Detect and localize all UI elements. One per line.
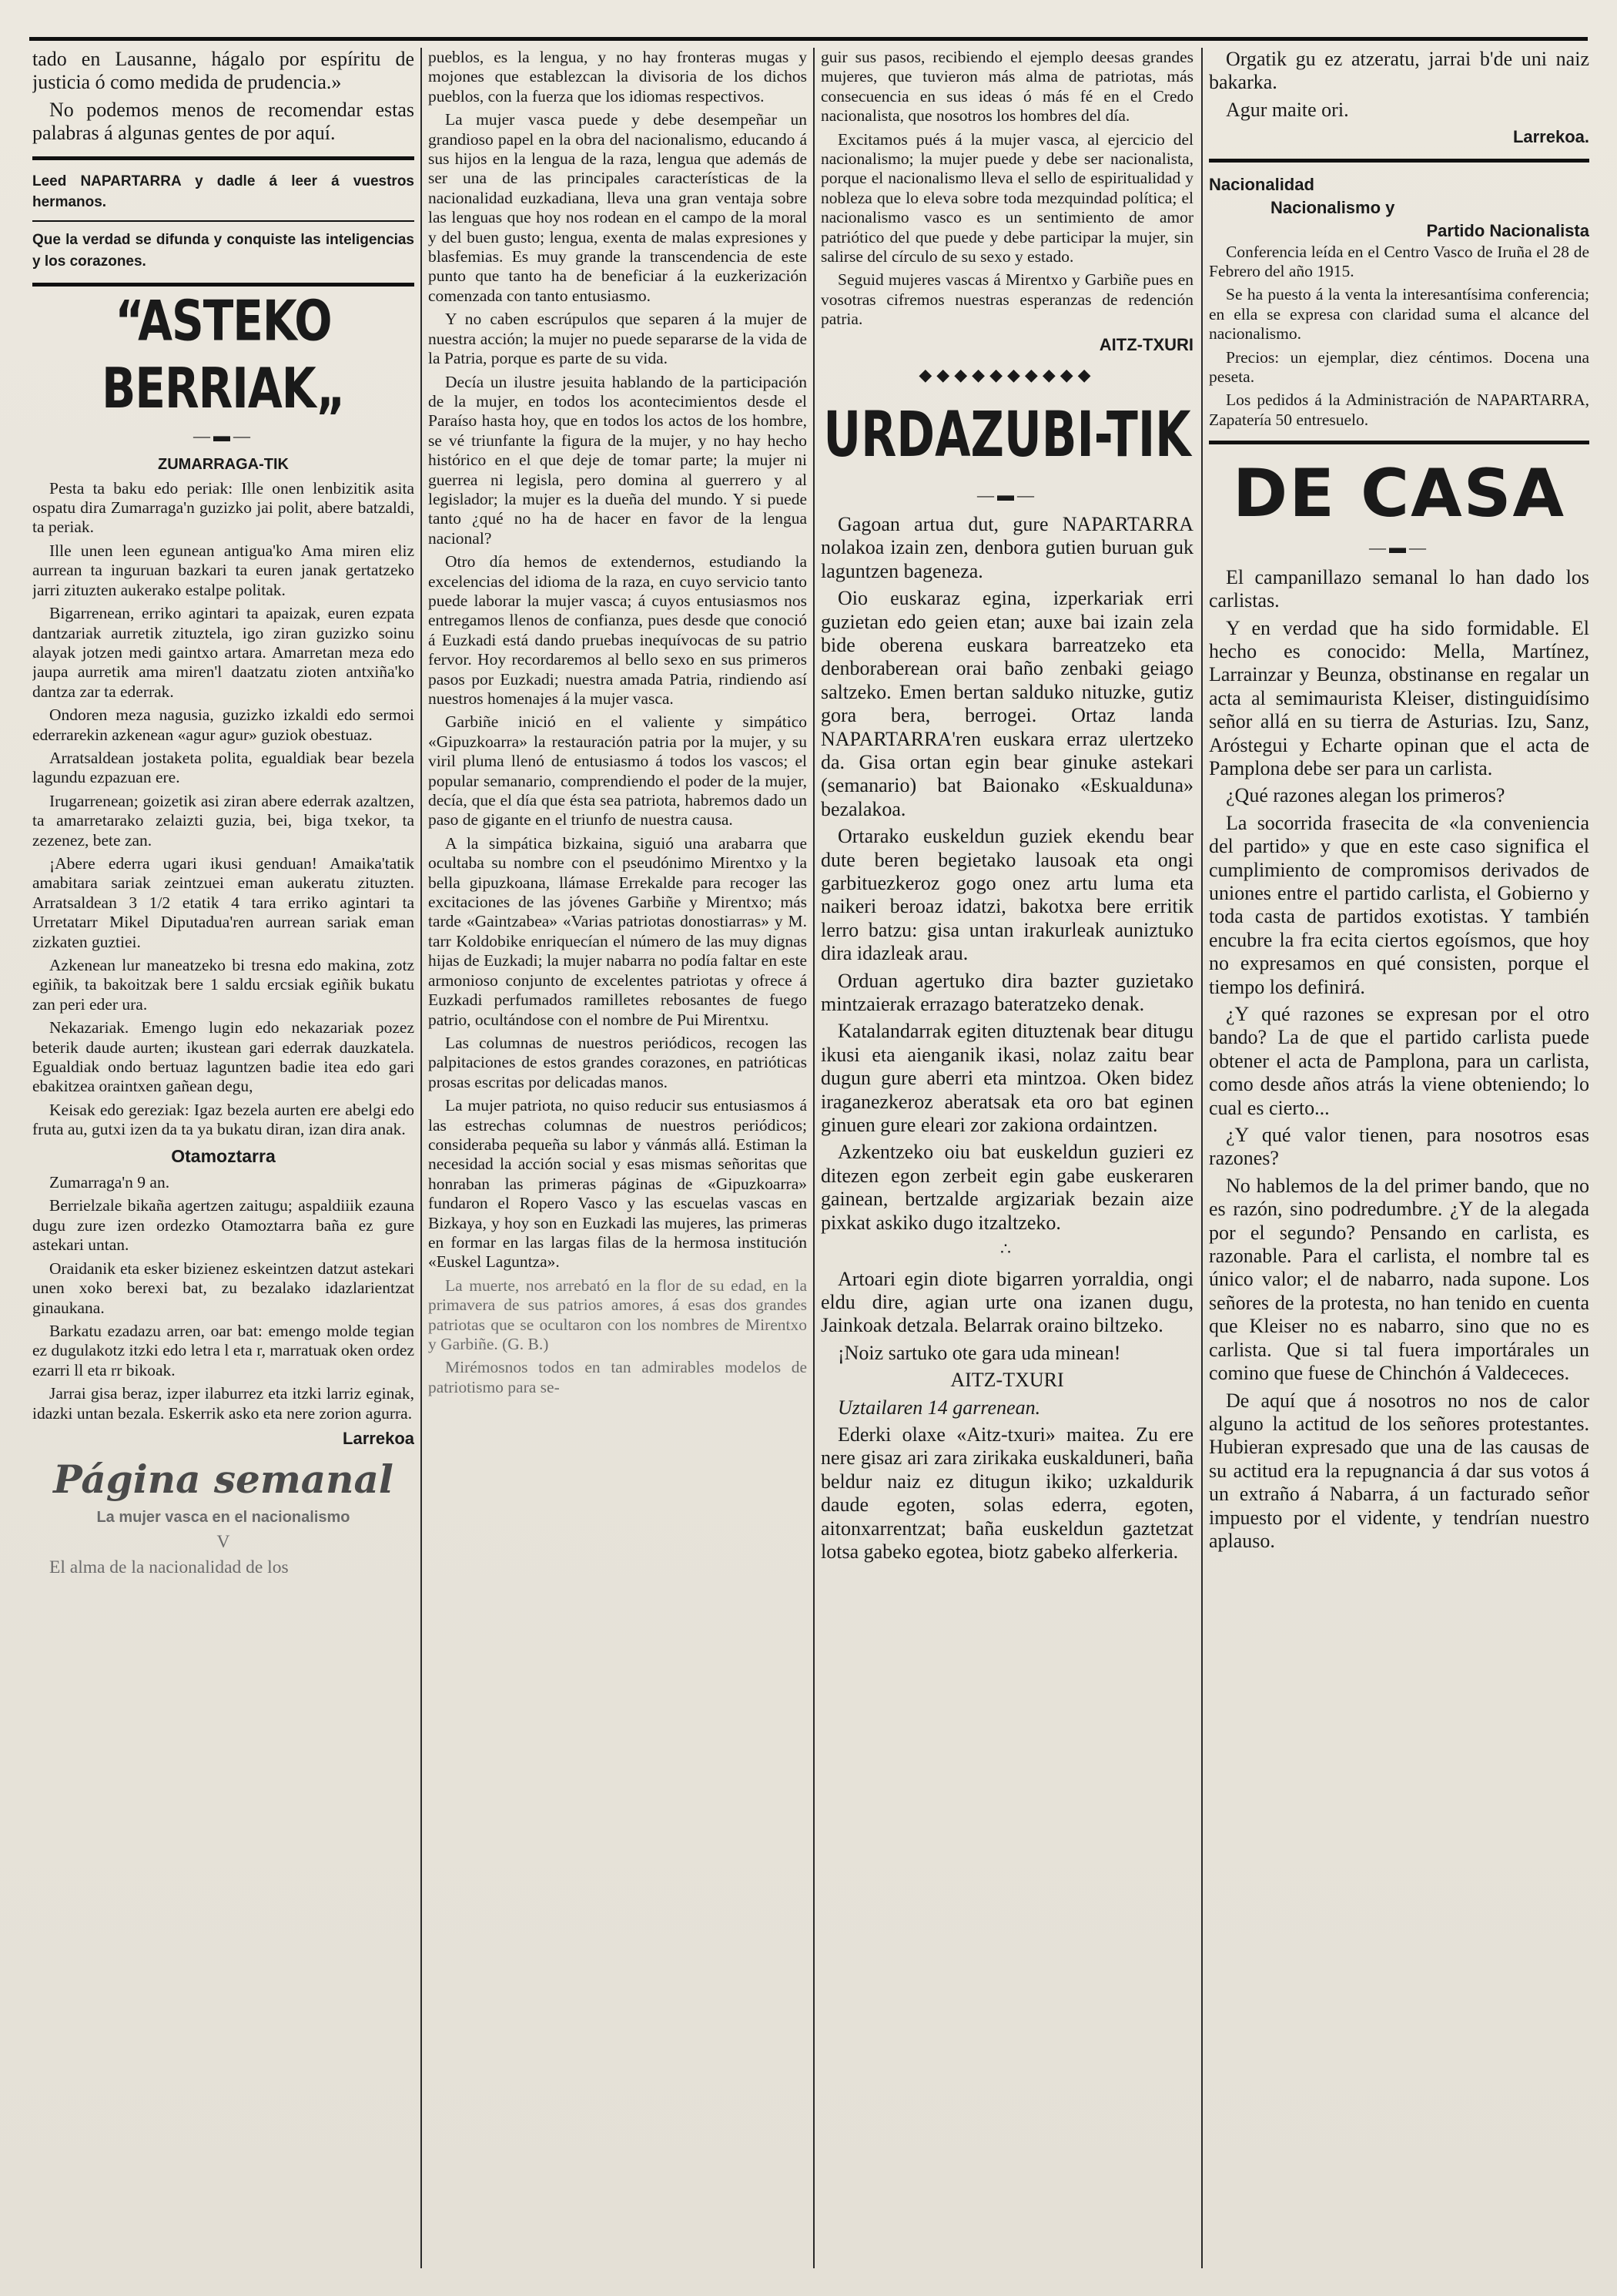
paragraph: Seguid mujeres vascas á Mirentxo y Garbiñe pues en vosotras cifremos nuestras esperanzas de redención patria. bbox=[821, 270, 1194, 329]
paragraph: Las columnas de nuestros periódicos, recogen las palpitaciones de estos grandes corazones, en patrióticas prosas escritas por delicadas manos. bbox=[428, 1033, 807, 1091]
paragraph: La socorrida frasecita de «la conveniencia del partido» y que en este caso significa el cumplimiento de compromisos derivados de uniones entre el partido carlista, el Gobierno y toda casta de partidos exotistas. Y también encubre la fra ecita ciertos egoísmos, que hoy no expresamos en qué consisten, porque el tiempo los definirá. bbox=[1209, 811, 1589, 998]
paragraph: Ondoren meza nagusia, guzizko izkaldi edo sermoi ederrarekin azkenean «agur agur» guziok obestuaz. bbox=[32, 706, 414, 744]
paragraph: Conferencia leída en el Centro Vasco de Iruña el 28 de Febrero del año 1915. bbox=[1209, 242, 1589, 281]
promo-line: Leed NAPARTARRA y dadle á leer á vuestros hermanos. bbox=[32, 173, 414, 211]
paragraph: Katalandarrak egiten dituztenak bear ditugu ikusi eta aienganik ikasi, nolaz zaitu bear dugun gure aberri eta mintzoa. Oken bidez iraganezkeroz aberatsak eta oro bat eginen ginuen gure eleari zor zakiona ordaintzen. bbox=[821, 1020, 1194, 1137]
paragraph: El alma de la nacionalidad de los bbox=[49, 1557, 289, 1577]
paragraph: Los pedidos á la Administración de NAPARTARRA, Zapatería 50 entresuelo. bbox=[1209, 390, 1589, 429]
promo-line: Que la verdad se difunda y conquiste las inteligencias y los corazones. bbox=[32, 232, 414, 270]
paragraph: ¿Qué razones alegan los primeros? bbox=[1226, 784, 1505, 807]
paragraph: Orduan agertuko dira bazter guzietako mintzaierak errazago bateratzeko denak. bbox=[821, 969, 1194, 1016]
dateline: Uztailaren 14 garrenean. bbox=[838, 1396, 1041, 1419]
paragraph: El campanillazo semanal lo han dado los carlistas. bbox=[1209, 565, 1589, 612]
paragraph: tado en Lausanne, hágalo por espíritu de justicia ó como medida de prudencia.» bbox=[32, 48, 414, 94]
column-3 bbox=[821, 48, 1194, 2273]
divider bbox=[32, 283, 414, 287]
paragraph: A la simpática bizkaina, siguió una arabarra que ocultaba su nombre con el pseudónimo Mirentxo y la bella gipuzkoana, llámase Errekalde para recoger las excitaciones de las jóvenes Garbiñe y Mirentxo; más tarde «Gaintzabea» «Varias patriotas donostiarras» y M. tarr Koldobike enriquecían el número de las muy dignas hijas de Euzkadi; la mujer nabarra no podía faltar en este armonioso conjunto de excelentes patriotas y ofrece á Euzkadi perfumados ramilletes rebosantes de fuego patrio, ocultándose con el nombre de Pui Mirentxu. bbox=[428, 833, 807, 1029]
lecture-title-3: Partido Nacionalista bbox=[1426, 220, 1589, 240]
paragraph: Barkatu ezadazu arren, oar bat: emengo molde tegian ez dugulakotz itzki edo letra l eta r, marratuak oken ordez ezarri ll eta rr bikoak. bbox=[32, 1321, 414, 1379]
paragraph: Keisak edo gereziak: Igaz bezela aurten ere abelgi edo fruta au, gutxi izen da ta ya bukatu diran, izan dira anak. bbox=[32, 1100, 414, 1139]
paragraph: Excitamos pués á la mujer vasca, al ejercicio del nacionalismo; la mujer puede y debe ser nacionalista, porque el nacionalismo lleva el sello de espiritualidad y nobleza que lo eleva sobre toda mezquindad política; el nacionalismo vasco es un sentimiento de amor patriótico del que puede y debe participar la mujer, sin salirse del círculo de su sexo y estado. bbox=[821, 129, 1194, 266]
divider bbox=[32, 156, 414, 160]
section-masthead: DE CASA bbox=[1232, 455, 1566, 533]
ornament: —▬— bbox=[193, 426, 253, 446]
paragraph: Ederki olaxe «Aitz-txuri» maitea. Zu ere nere gisaz ari zara zirikaka euskalduneri, baña beldur naiz ez ditugun ikiko; uzkaldurik daude egoten, solas ederra, egoten, aitonxarrentzat; baña euskeldun gaztetzat lotsa gabeko egotea, biotz gabeko alferkeria. bbox=[821, 1423, 1194, 1563]
paragraph: Mirémosnos todos en tan admirables modelos de patriotismo para se- bbox=[428, 1358, 807, 1396]
section-subheading: La mujer vasca en el nacionalismo bbox=[96, 1509, 350, 1527]
paragraph: No hablemos de la del primer bando, que no es razón, sino podredumbre. ¿Y de la alegada por el segundo? Pensando en carlista, es razonable. Para el carlista, el nombre tal es único valor; el de nabarro, nada supone. Los señores de la protesta, no han tenido en cuenta que Kleiser no es nabarro, sino que no es carlista. Que si tal fuera importárales un comino que fuese de Chinchón á Valdececes. bbox=[1209, 1174, 1589, 1385]
column-divider bbox=[1201, 48, 1203, 2268]
section-masthead: URDAZUBI-TIK bbox=[823, 398, 1191, 471]
signature: Otamoztarra bbox=[171, 1145, 276, 1166]
paragraph: Ortarako euskeldun guziek ekendu bear dute beren begietako lausoak eta ongi garbituezkeroz gogo onez artu luma eta naikeri beroaz idatzi, bakotxa bere erritik lerro batzu: gisa untan irakurleak auniztuko dira idazleak arau. bbox=[821, 825, 1194, 965]
dateline: Zumarraga'n 9 an. bbox=[49, 1173, 170, 1192]
lecture-title-2: Nacionalismo y bbox=[1270, 197, 1395, 217]
paragraph: Otro día hemos de extendernos, estudiando la excelencias del idioma de la raza, en cuyo servicio tanto puede laborar la mujer vasca; á cuyos entusiasmos nos entregamos llenos de confianza, pues desde que conoció á Euzkadi está dando pruebas inequívocas de su patrio fervor. Hoy recordaremos al bello sexo en sus primeros pasos por Euzkadi; nuestra amada Patria, rindiendo así nuestros homenajes á la mujer vasca. bbox=[428, 552, 807, 708]
paragraph: Y no caben escrúpulos que separen á la mujer de nuestra acción; la mujer no puede separarse de la vida de la Patria, porque es parte de su vida. bbox=[428, 310, 807, 368]
paragraph: Nekazariak. Emengo lugin edo nekazariak pozez beterik daude aurten; ikustean gari ederrak dauzkatela. Egualdiak ondo bertuaz laguntzen badie itea edo gari ebakitzea oraintxen gañean degu, bbox=[32, 1018, 414, 1096]
paragraph: Decía un ilustre jesuita hablando de la participación de la mujer, en todos los acontecimientos desde el Paraíso hasta hoy, que en todos los actos de los hombre, se vé triunfante la figura de la mujer, y no hay hecho histórico en el que deje de tomar parte; la mujer ni guerrea ni legisla, pero domina al guerrero y al legislador; la mujer es la dueña del mundo. Y si puede tanto ¿qué no ha de hacer en favor de la lengua nacional? bbox=[428, 372, 807, 548]
paragraph: Agur maite ori. bbox=[1226, 98, 1349, 121]
paragraph: Garbiñe inició en el valiente y simpático «Gipuzkoarra» la restauración patria por la mujer, y su viril pluma llenó de entusiasmo á todos los vascos; el popular semanario, comprendiendo el poder de la mujer, decía, que el día que ésta sea patriota, habremos dado un paso de gigante en el triunfo de nuestra causa. bbox=[428, 712, 807, 830]
lecture-notice bbox=[1209, 173, 1589, 431]
signature: AITZ-TXURI bbox=[1099, 334, 1194, 354]
ornament: —▬— bbox=[1369, 538, 1429, 558]
section-masthead: “ASTEKO BERRIAK„ bbox=[102, 288, 345, 421]
subheading: ZUMARRAGA-TIK bbox=[158, 455, 289, 473]
promo-box bbox=[32, 171, 414, 273]
signature: AITZ-TXURI bbox=[950, 1369, 1064, 1392]
signature: Larrekoa bbox=[343, 1428, 414, 1448]
column-divider bbox=[813, 48, 815, 2268]
paragraph: ¡Abere ederra ugari ikusi genduan! Amaika'tatik amabitara sariak zeintzuei eman aukeratu zituzten. Arratsaldean 3 1/2 etatik 4 tara erriko agintari ta Urretatarr Mikel Diputadua'ren aurrean sariak eman zizkaten guztiei. bbox=[32, 853, 414, 951]
paragraph: De aquí que á nosotros no nos de calor alguno la actitud de los señores protestantes. Hubieran expresado que una de las causas de su actitud era la repugnancia á dar sus votos á un extraño á Nabarra, á un facturado señor impuesto por el vidente, y tendrían nuestro aplauso. bbox=[1209, 1389, 1589, 1552]
signature: Larrekoa. bbox=[1512, 127, 1589, 147]
ornament: —▬— bbox=[977, 484, 1037, 504]
paragraph: Irugarrenean; goizetik asi ziran abere ederrak azaltzen, ta amarretarako zelaizti guzia, bei, biga txekor, ta zezenez, bete zan. bbox=[32, 791, 414, 850]
paragraph: Se ha puesto á la venta la interesantísima conferencia; en ella se expresa con claridad suma el alcance del nacionalismo. bbox=[1209, 285, 1589, 344]
paragraph: La mujer vasca puede y debe desempeñar un grandioso papel en la obra del nacionalismo, educando á sus hijos en la lengua de la raza, lengua que además de ser una de las principales características de la nacionalidad euzkadiana, lleva una gran ventaja sobre las lenguas que hoy nos rodean en el campo de la moral y del buen gusto; lengua, exenta de malas expresiones y blasfemias. Es muy grande la transcendencia de este punto que tanto ha de beneficiar á la euzkerización comenzada con tanto entusiasmo. bbox=[428, 110, 807, 305]
paragraph: No podemos menos de recomendar estas palabras á algunas gentes de por aquí. bbox=[32, 98, 414, 145]
paragraph: La mujer patriota, no quiso reducir sus entusiasmos á las estrechas columnas de nuestros periódicos; consideraba pequeña su labor y vánmás allá. Estiman la necesidad la acción social y esas mismas señoritas que honraban las primeras páginas de «Gipuzkoarra» fundaron el Ropero Vasco y las escuelas vascas en Bizkaya, y hoy son en Euzkadi las mujeres, las primeras en formar en las largas filas de la hermosa institución «Euskel Laguntza». bbox=[428, 1096, 807, 1272]
paragraph: Precios: un ejemplar, diez céntimos. Docena una peseta. bbox=[1209, 347, 1589, 387]
paragraph: ¿Y qué valor tienen, para nosotros esas razones? bbox=[1209, 1124, 1589, 1170]
paragraph: Berrielzale bikaña agertzen zaitugu; aspaldiiik ezauna dugu zure izen ordezko Otamoztarra baña ez gure astekari untan. bbox=[32, 1196, 414, 1255]
paragraph: Oio euskaraz egina, izperkariak erri guzietan edo geien etan; auxe bai izain zela bide oberena euskara barreatzeko eta denboraberean orai baño zenbaki geiago saltzeko. Emen bertan salduko nituzke, gutiz gora bera, berrogei. Ortaz landa NAPARTARRA'ren euskara erraz ulertzeko da. Gisa ortan egin bear ginuke astekari (semanario) bat Baionako «Eskualduna» bezalakoa. bbox=[821, 587, 1194, 820]
paragraph: pueblos, es la lengua, y no hay fronteras mugas y mojones que establezcan la divisoria de los dichos pueblos, con la fuerza que los idiomas respectivos. bbox=[428, 48, 807, 106]
paragraph: guir sus pasos, recibiendo el ejemplo deesas grandes mujeres, que tuvieron más alma de patriotas, más consecuencia en sus ideas ó más fé en el Credo nacionalista, que nosotros los hombres del día. bbox=[821, 48, 1194, 126]
top-rule bbox=[29, 37, 1588, 41]
paragraph: Azkentzeko oiu bat euskeldun guzieri ez ditezen egon zerbeit egin gabe euskeraren gainean, bertzalde argizariak bezain aize pixkat askiko dugo itzaltzeko. bbox=[821, 1141, 1194, 1234]
paragraph: Y en verdad que ha sido formidable. El hecho es conocido: Mella, Martínez, Larrainzar y Beunza, obstinanse en regalar un acta al semimaurista Kleiser, distinguidísimo señor allá en su tierra de Asturias. Izu, Sanz, Aróstegui y Echarte opinan que el acta de Pamplona debe ser para un carlista. bbox=[1209, 616, 1589, 779]
column-divider bbox=[420, 48, 422, 2268]
paragraph: Pesta ta baku edo periak: Ille onen lenbizitik asita ospatu dira Zumarraga'n guzizko jai polit, abere batzaldi, ta periak. bbox=[32, 478, 414, 537]
roman-numeral: V bbox=[216, 1532, 230, 1553]
divider bbox=[1209, 441, 1589, 444]
paragraph: Orgatik gu ez atzeratu, jarrai b'de uni naiz bakarka. bbox=[1209, 48, 1589, 94]
paragraph: La muerte, nos arrebató en la flor de su edad, en la primavera de sus patrios amores, á esas dos grandes patriotas que se ocultaron con los nombres de Mirentxo y Garbiñe. (G. B.) bbox=[428, 1275, 807, 1353]
paragraph: Gagoan artua dut, gure NAPARTARRA nolakoa izain zen, denbora gutien buruan guk laguntzen bageneza. bbox=[821, 512, 1194, 582]
column-1 bbox=[32, 48, 414, 2273]
paragraph: Artoari egin diote bigarren yorraldia, ongi eldu dire, agian urte ona izanen dugu, Jainkoak detzala. Belarrak oraino biltzeko. bbox=[821, 1267, 1194, 1337]
paragraph: Ille unen leen egunean antigua'ko Ama miren eliz aurrean ta inguruan bazkari ta euren janak gertatzeko jarri zituzten aukerako estalpe politak. bbox=[32, 541, 414, 599]
paragraph: ¿Y qué razones se expresan por el otro bando? La de que el partido carlista puede obtener el acta de Pamplona, para un carlista, como desde años atrás la viene obteniendo; lo cual es cierto... bbox=[1209, 1003, 1589, 1119]
paragraph: Bigarrenean, erriko agintari ta apaizak, euren ezpata dantzariak aurretik zituztela, igo ziran guzizko soinu alayak jotzen medi gaintxo artara. Amarretan meza edo jaupa aurretik ama miren'l daatzatu zioten antxiña'ko dantza zar ta ederrak. bbox=[32, 604, 414, 701]
column-2 bbox=[428, 48, 807, 2273]
paragraph: ¡Noiz sartuko ote gara uda minean! bbox=[838, 1341, 1121, 1364]
divider bbox=[32, 220, 414, 222]
ornament-diamonds: ◆◆◆◆◆◆◆◆◆◆ bbox=[919, 365, 1096, 385]
paragraph: Jarrai gisa beraz, izper ilaburrez eta itzki larriz eginak, idazki untan bezala. Eskerrik asko eta nere zorion agurra. bbox=[32, 1384, 414, 1423]
paragraph: Oraidanik eta esker bizienez eskeintzen datzut astekari unen xoko berexi bat, zu bezalako idazlarientzat ginaukana. bbox=[32, 1259, 414, 1317]
section-heading: Página semanal bbox=[53, 1456, 393, 1503]
paragraph: Azkenean lur maneatzeko bi tresna edo makina, zotz egiñik, ta bakoitzak bere 1 saldu ercsiak egiñik bukatu zan peri eder ura. bbox=[32, 956, 414, 1014]
ornament-dots: ∴ bbox=[1000, 1239, 1014, 1259]
lecture-title-1: Nacionalidad bbox=[1209, 174, 1314, 194]
column-4 bbox=[1209, 48, 1589, 2273]
paragraph: Arratsaldean jostaketa polita, egualdiak bear bezela lagundu ezpazuan ere. bbox=[32, 748, 414, 787]
divider bbox=[1209, 159, 1589, 163]
